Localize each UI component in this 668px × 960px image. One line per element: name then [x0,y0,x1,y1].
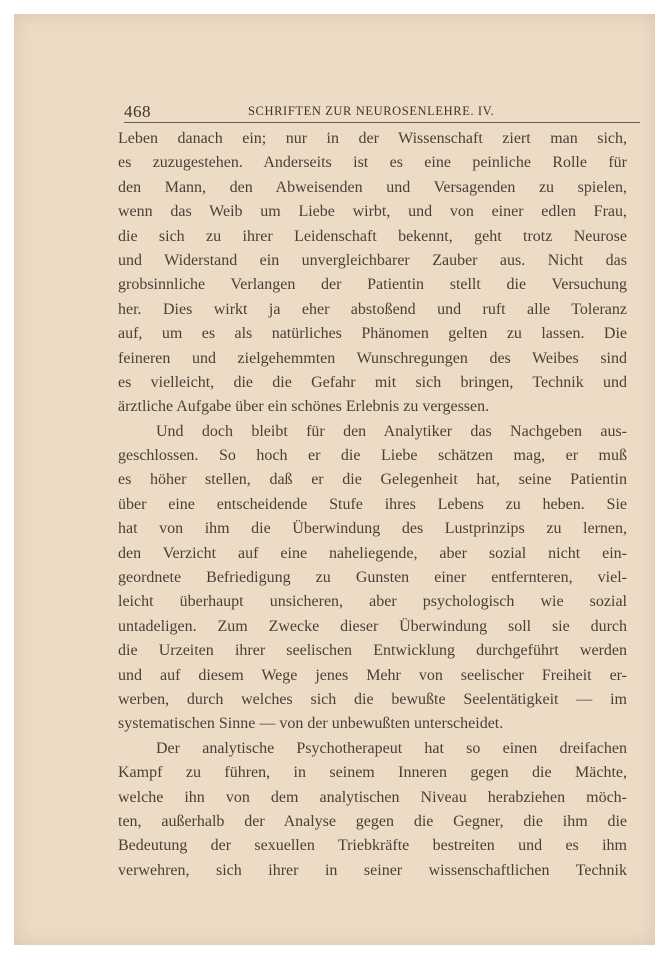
page-number: 468 [124,102,151,121]
text-line: ärztliche Aufgabe über ein schönes Erlebnis zu vergessen. [118,398,490,416]
text-line: Der analytische Psychotherapeut hat so einen dreifachen [156,739,627,757]
text-line: ten, außerhalb der Analyse gegen die Gegner, die ihm die [118,812,627,830]
text-line: Kampf zu führen, in seinem Inneren gegen die Mächte, [118,764,627,782]
text-line: über eine entscheidende Stufe ihres Lebens zu heben. Sie [118,495,627,513]
text-line: es vielleicht, die die Gefahr mit sich bringen, Technik und [118,373,627,391]
text-line: geordnete Befriedigung zu Gunsten einer entfernteren, viel- [118,569,627,587]
text-line: und Widerstand ein unvergleichbarer Zauber aus. Nicht das [118,251,627,269]
text-line: die Urzeiten ihrer seelischen Entwicklung durchgeführt werden [118,642,627,660]
text-line: es zuzugestehen. Anderseits ist es eine peinliche Rolle für [118,154,627,172]
text-line: auf, um es als natürliches Phänomen gelten zu lassen. Die [118,325,627,343]
text-line: den Verzicht auf eine naheliegende, aber sozial nicht ein- [118,544,627,562]
running-head: SCHRIFTEN ZUR NEUROSENLEHRE. IV. [248,104,495,118]
text-line: hat von ihm die Überwindung des Lustprinzips zu lernen, [118,520,627,538]
text-line: systematischen Sinne — von der unbewußten unterscheidet. [118,715,504,733]
text-line: geschlossen. So hoch er die Liebe schätzen mag, er muß [118,447,627,465]
text-line: Leben danach ein; nur in der Wissenschaft ziert man sich, [118,130,627,147]
text-line: grobsinnliche Verlangen der Patientin stellt die Versuchung [118,276,627,294]
body-text [118,127,627,883]
text-line: verwehren, sich ihrer in seiner wissenschaftlichen Technik [118,861,627,879]
text-line: her. Dies wirkt ja eher abstoßend und ruft alle Toleranz [118,300,627,318]
text-line: die sich zu ihrer Leidenschaft bekennt, geht trotz Neurose [118,227,627,245]
text-line: es höher stellen, daß er die Gelegenheit hat, seine Patientin [118,471,627,489]
text-line: welche ihn von dem analytischen Niveau herabziehen möch- [118,788,627,806]
page-header [124,102,640,123]
text-line: werben, durch welches sich die bewußte Seelentätigkeit — im [118,690,627,708]
text-line: Und doch bleibt für den Analytiker das Nachgeben aus- [156,422,627,440]
text-line: und auf diesem Wege jenes Mehr von seelischer Freiheit er- [118,666,627,684]
text-line: Bedeutung der sexuellen Triebkräfte bestreiten und es ihm [118,837,627,855]
text-line: wenn das Weib um Liebe wirbt, und von einer edlen Frau, [118,203,627,221]
text-line: den Mann, den Abweisenden und Versagenden zu spielen, [118,178,627,196]
text-line: feineren und zielgehemmten Wunschregungen des Weibes sind [118,349,627,367]
text-line: leicht überhaupt unsicheren, aber psychologisch wie sozial [118,593,627,611]
text-line: untadeligen. Zum Zwecke dieser Überwindung soll sie durch [118,617,627,635]
